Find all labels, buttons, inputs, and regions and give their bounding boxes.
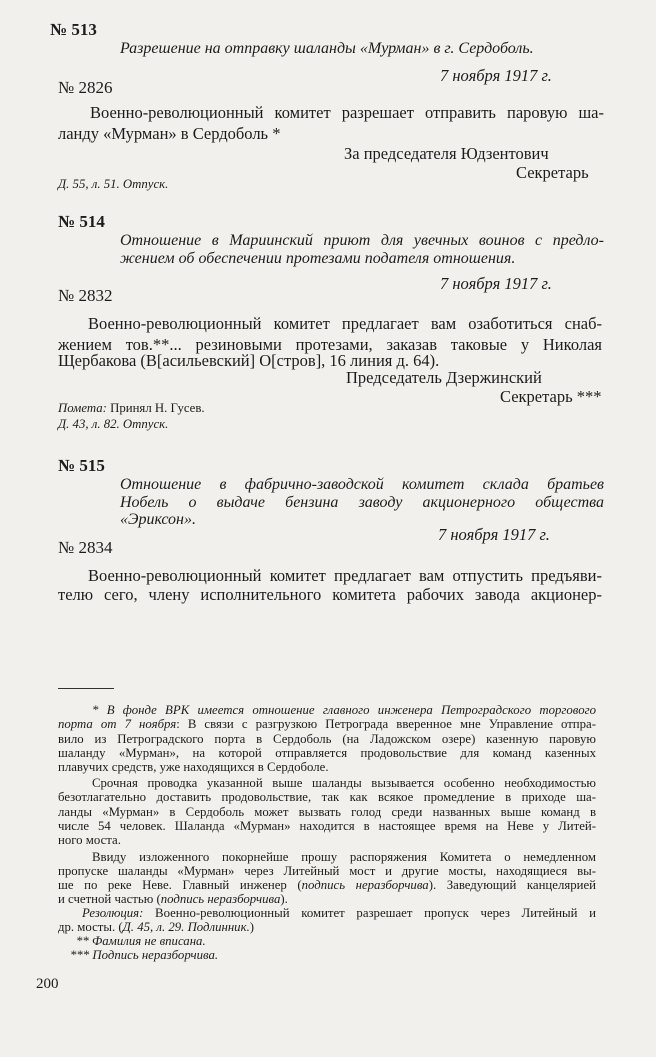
page-number: 200 bbox=[36, 976, 59, 992]
doc-title-513: Разрешение на отправку шаланды «Мурман» в г. Сердоболь. bbox=[120, 40, 534, 57]
doc-title-514-line2: жением об обеспечении протезами подателя отношения. bbox=[120, 250, 516, 267]
footnote-divider bbox=[58, 688, 114, 689]
footnote-1-line3: вило из Петроградского порта в Сердоболь (на Ладожском озере) казенную паровую bbox=[58, 732, 596, 746]
footnote-2: ** Фамилия не вписана. bbox=[76, 934, 206, 948]
doc-title-515-line3: «Эриксон». bbox=[120, 511, 196, 528]
footnote-p2-line5: ного моста. bbox=[58, 833, 121, 847]
doc-text-513-line2: ланду «Мурман» в Сердоболь * bbox=[58, 124, 281, 143]
footnote-p3-line1: Ввиду изложенного покорнейше прошу распоряжения Комитета о немедленном bbox=[92, 850, 596, 864]
footnote-1-line2-italic: порта от 7 ноября bbox=[58, 717, 177, 731]
doc-text-513-line1: Военно-революционный комитет разрешает отправить паровую ша- bbox=[90, 103, 604, 122]
note-514 bbox=[58, 400, 205, 416]
footnote-p2-line3: ланды «Мурман» в Сердоболь может вызвать голод среди названных выше команд в bbox=[58, 805, 596, 819]
footnote-1-line5: плавучих средств, уже находящихся в Сердоболе. bbox=[58, 760, 329, 774]
footnote-p3-line4-a: и счетной частью ( bbox=[58, 892, 161, 906]
footnote-p2-line1: Срочная проводка указанной выше шаланды вызывается особенно необходимостью bbox=[92, 776, 596, 790]
footnote-3: *** Подпись неразборчива. bbox=[70, 948, 219, 962]
resolution-label: Резолюция: bbox=[82, 906, 144, 920]
doc-text-514-line2: жением тов.**... резиновыми протезами, заказав таковые у Николая bbox=[58, 335, 602, 354]
doc-date-513: 7 ноября 1917 г. bbox=[440, 66, 552, 85]
footnote-p3-line3-italic: подпись неразборчива bbox=[301, 878, 429, 892]
doc-text-514-line3: Щербакова (В[асильевский] О[стров], 16 линия д. 64). bbox=[58, 351, 440, 370]
doc-text-515-line2: телю сего, члену исполнительного комитета рабочих завода акционер- bbox=[58, 585, 602, 604]
footnote-1-line4: шаланду «Мурман», на которой отправляется продовольствие для команд казенных bbox=[58, 746, 596, 760]
resolution-line2-a: др. мосты. ( bbox=[58, 920, 123, 934]
signature-513-chair: За председателя Юдзентович bbox=[344, 144, 549, 163]
doc-text-514-line1: Военно-революционный комитет предлагает вам озаботиться снаб- bbox=[88, 314, 602, 333]
out-number-2834: № 2834 bbox=[58, 538, 113, 557]
source-514: Д. 43, л. 82. Отпуск. bbox=[58, 417, 169, 431]
resolution-text: Военно-революционный комитет разрешает пропуск через Литейный и bbox=[143, 906, 596, 920]
footnote-p2-line2: безотлагательно доставить продовольствие, так как всякое промедление в приходе ша- bbox=[58, 790, 596, 804]
footnote-p3-line3-b: ). Заведующий канцелярией bbox=[428, 878, 597, 892]
signature-514-secretary: Секретарь *** bbox=[500, 387, 602, 406]
signature-513-secretary: Секретарь bbox=[516, 163, 589, 182]
doc-number-515: № 515 bbox=[58, 456, 105, 475]
signature-514-chair: Председатель Дзержинский bbox=[346, 368, 542, 387]
footnote-p2-line4: числе 54 человек. Шаланда «Мурман» находится в настоящее время на Неве у Литей- bbox=[58, 819, 596, 833]
doc-title-515-line2: Нобель о выдаче бензина заводу акционерного общества bbox=[120, 494, 604, 511]
note-514-label: Помета: bbox=[58, 401, 107, 415]
doc-date-514: 7 ноября 1917 г. bbox=[440, 274, 552, 293]
footnote-p3-line4-b: ). bbox=[280, 892, 288, 906]
note-514-text: Принял Н. Гусев. bbox=[106, 401, 205, 415]
out-number-2832: № 2832 bbox=[58, 286, 113, 305]
resolution-source: Д. 45, л. 29. Подлинник. bbox=[122, 920, 250, 934]
footnote-p3-line3-a: ше по реке Неве. Главный инженер ( bbox=[58, 878, 302, 892]
doc-title-514-line1: Отношение в Мариинский приют для увечных воинов с предло- bbox=[120, 232, 604, 249]
out-number-2826: № 2826 bbox=[58, 78, 113, 97]
footnote-1-line2 bbox=[58, 716, 596, 732]
doc-number-513: № 513 bbox=[50, 20, 97, 39]
resolution-line2-b: ) bbox=[249, 920, 255, 934]
footnote-p3-line2: пропуске шаланды «Мурман» через Литейный мост и другие мосты, находящиеся вы- bbox=[58, 864, 596, 878]
doc-date-515: 7 ноября 1917 г. bbox=[438, 525, 550, 544]
footnote-1-line2-rest: : В связи с разгрузкою Петрограда вверенное мне Управление отпра- bbox=[176, 717, 596, 731]
footnote-1-line1: * В фонде ВРК имеется отношение главного инженера Петроградского торгового bbox=[92, 703, 596, 717]
doc-text-515-line1: Военно-революционный комитет предлагает вам отпустить предъяви- bbox=[88, 566, 602, 585]
doc-title-515-line1: Отношение в фабрично-заводской комитет склада братьев bbox=[120, 476, 604, 493]
footnote-p3-line4-italic: подпись неразборчива bbox=[160, 892, 281, 906]
source-513: Д. 55, л. 51. Отпуск. bbox=[58, 177, 169, 191]
doc-number-514: № 514 bbox=[58, 212, 105, 231]
